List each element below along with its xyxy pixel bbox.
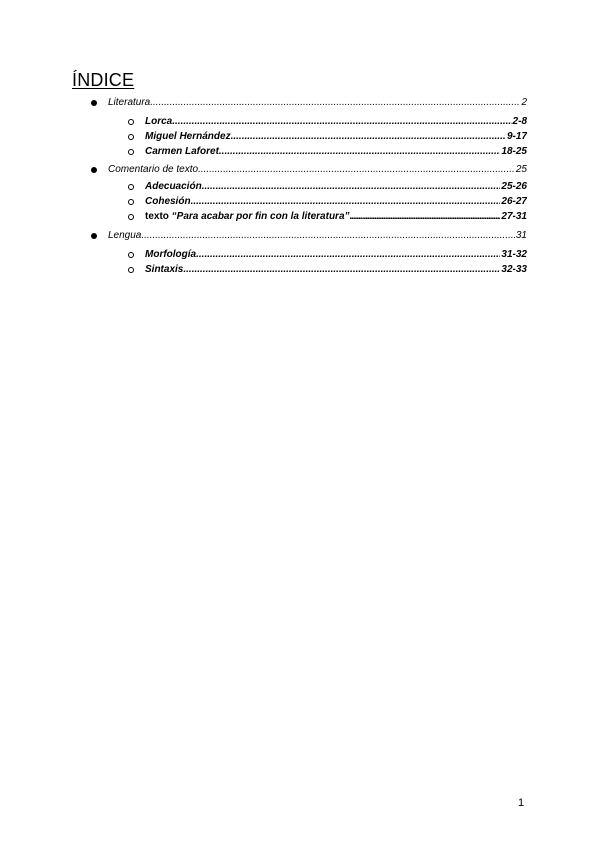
circle-bullet-icon bbox=[128, 184, 134, 190]
toc-entry-adecuacion[interactable] bbox=[145, 181, 527, 192]
circle-bullet-icon bbox=[128, 252, 134, 258]
toc-page-ref: 9-17 bbox=[506, 131, 527, 142]
toc-entry-cohesion[interactable] bbox=[145, 196, 527, 207]
toc-entry-label bbox=[145, 211, 350, 222]
toc-entry-label: Cohesión bbox=[145, 196, 191, 207]
toc-entry-label: Literatura bbox=[108, 97, 151, 108]
toc-entry-morfologia[interactable] bbox=[145, 249, 527, 260]
toc-entry-label: Carmen Laforet bbox=[145, 146, 219, 157]
toc-entry-literatura[interactable] bbox=[108, 97, 527, 108]
circle-bullet-icon bbox=[128, 134, 134, 140]
toc-page-ref: 27-31 bbox=[501, 211, 527, 222]
toc-page-ref: 31-32 bbox=[501, 249, 527, 260]
toc-dot-leader bbox=[150, 97, 520, 108]
toc-entry-comentario[interactable] bbox=[108, 164, 527, 175]
toc-page-ref: 25 bbox=[515, 164, 527, 175]
circle-bullet-icon bbox=[128, 214, 134, 220]
toc-entry-lengua[interactable] bbox=[108, 230, 527, 241]
toc-dot-leader bbox=[350, 211, 501, 222]
disc-bullet-icon bbox=[91, 167, 97, 173]
toc-dot-leader bbox=[191, 196, 501, 207]
toc-entry-label: Lengua bbox=[108, 230, 142, 241]
circle-bullet-icon bbox=[128, 119, 134, 125]
toc-dot-leader bbox=[202, 181, 501, 192]
toc-entry-sintaxis[interactable] bbox=[145, 264, 527, 275]
toc-entry-label: Sintaxis bbox=[145, 264, 184, 275]
circle-bullet-icon bbox=[128, 267, 134, 273]
circle-bullet-icon bbox=[128, 149, 134, 155]
toc-entry-label: Miguel Hernández bbox=[145, 131, 231, 142]
toc-entry-quoted-title: “Para acabar por fin con la literatura” bbox=[171, 211, 350, 222]
toc-dot-leader bbox=[183, 264, 500, 275]
toc-entry-label: Comentario de texto bbox=[108, 164, 199, 175]
disc-bullet-icon bbox=[91, 100, 97, 106]
toc-entry-label: Lorca bbox=[145, 116, 173, 127]
toc-page-ref: 2-8 bbox=[512, 116, 527, 127]
toc-page-ref: 18-25 bbox=[501, 146, 527, 157]
circle-bullet-icon bbox=[128, 199, 134, 205]
toc-dot-leader bbox=[141, 230, 515, 241]
toc-page-ref: 31 bbox=[515, 230, 527, 241]
toc-dot-leader bbox=[172, 116, 511, 127]
toc-entry-texto[interactable] bbox=[145, 211, 527, 222]
toc-dot-leader bbox=[231, 131, 506, 142]
toc-entry-label: Morfología bbox=[145, 249, 197, 260]
page-title: ÍNDICE bbox=[72, 70, 135, 90]
toc-entry-label: Adecuación bbox=[145, 181, 202, 192]
toc-page-ref: 2 bbox=[521, 97, 527, 108]
toc-entry-lorca[interactable] bbox=[145, 116, 527, 127]
toc-page-ref: 25-26 bbox=[501, 181, 527, 192]
toc-dot-leader bbox=[196, 249, 500, 260]
toc-entry-miguel-hernandez[interactable] bbox=[145, 131, 527, 142]
page-number: 1 bbox=[518, 797, 525, 809]
toc-dot-leader bbox=[219, 146, 501, 157]
toc-page-ref: 26-27 bbox=[501, 196, 527, 207]
toc-entry-carmen-laforet[interactable] bbox=[145, 146, 527, 157]
toc-entry-prefix: texto bbox=[145, 211, 172, 222]
disc-bullet-icon bbox=[91, 233, 97, 239]
toc-dot-leader bbox=[198, 164, 515, 175]
toc-page-ref: 32-33 bbox=[501, 264, 527, 275]
